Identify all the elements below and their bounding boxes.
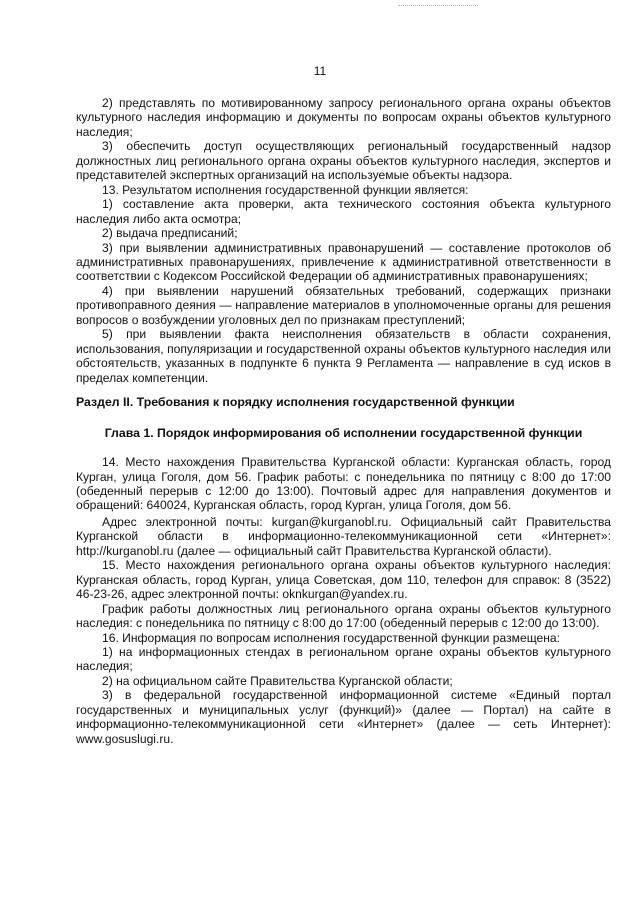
paragraph: 2) на официальном сайте Правительства Курганской области; <box>102 673 453 688</box>
paragraph: 14. Место нахождения Правительства Курганской области: Курганская область, город Курган, улица Гоголя, дом 56. График работы: с понедельника по пятницу с 8:00 до 17:00 (обеденный перерыв с 12:00 до 13:00). Почтовый адрес для направления документов и обращений: 640024, Курганская область, город Курган, улица Гоголя, дом 56. <box>76 455 611 513</box>
section-heading: Раздел II. Требования к порядку исполнения государственной функции <box>76 395 515 410</box>
paragraph: 15. Место нахождения регионального органа охраны объектов культурного наследия: Курганская область, город Курган, улица Советская, дом 110, телефон для справок: 8 (3522) 46-23-26, адрес электронной почты: oknkurgan@yandex.ru. <box>76 558 611 602</box>
paragraph: 1) составление акта проверки, акта технического состояния объекта культурного наследия либо акта осмотра; <box>76 197 611 226</box>
paragraph: 13. Результатом исполнения государственной функции является: <box>102 182 469 197</box>
page-number: 11 <box>313 64 327 78</box>
chapter-heading: Глава 1. Порядок информирования об исполнении государственной функции <box>104 426 583 441</box>
paragraph: 2) выдача предписаний; <box>102 226 238 241</box>
paragraph: 3) при выявлении административных правонарушений — составление протоколов об административных правонарушениях, привлечение к административной ответственности в соответствии с Кодексом Российской Федерации об административных правонарушениях; <box>76 240 611 284</box>
paragraph: 2) представлять по мотивированному запросу регионального органа охраны объектов культурного наследия информацию и документы по вопросам охраны объектов культурного наследия; <box>76 96 611 139</box>
paragraph: 5) при выявлении факта неисполнения обязательств в области сохранения, использования, популяризации и государственной охраны объектов культурного наследия или обстоятельств, указанных в подпункте 6 пункта 9 Регламента — направление в суд исков в пределах компетенции. <box>76 327 611 385</box>
paragraph: График работы должностных лиц регионального органа охраны объектов культурного наследия: с понедельника по пятницу с 8:00 до 17:00 (обеденный перерыв с 12:00 до 13:00). <box>76 601 611 631</box>
document-body <box>76 96 611 746</box>
scan-artifact <box>398 5 478 8</box>
paragraph: 4) при выявлении нарушений обязательных требований, содержащих признаки противоправного деяния — направление материалов в уполномоченные органы для решения вопросов о возбуждении уголовных дел по признакам преступлений; <box>76 283 611 327</box>
paragraph: 1) на информационных стендах в региональном органе охраны объектов культурного наследия; <box>76 644 611 674</box>
paragraph: Адрес электронной почты: kurgan@kurganobl.ru. Официальный сайт Правительства Курганской области в информационно-телекоммуникационной сети «Интернет»: http://kurganobl.ru (далее — официальный сайт Правительства Курганской области). <box>76 514 611 558</box>
paragraph: 3) обеспечить доступ осуществляющих региональный государственный надзор должностных лиц регионального органа охраны объектов культурного наследия, экспертов и представителей экспертных организаций на используемые объекты надзора. <box>76 139 611 183</box>
paragraph: 16. Информация по вопросам исполнения государственной функции размещена: <box>102 630 560 645</box>
paragraph: 3) в федеральной государственной информационной системе «Единый портал государственных и муниципальных услуг (функций)» (далее — Портал) на сайте в информационно-телекоммуникационной сети «Интернет» (далее — сеть Интернет): www.gosuslugi.ru. <box>76 688 611 746</box>
